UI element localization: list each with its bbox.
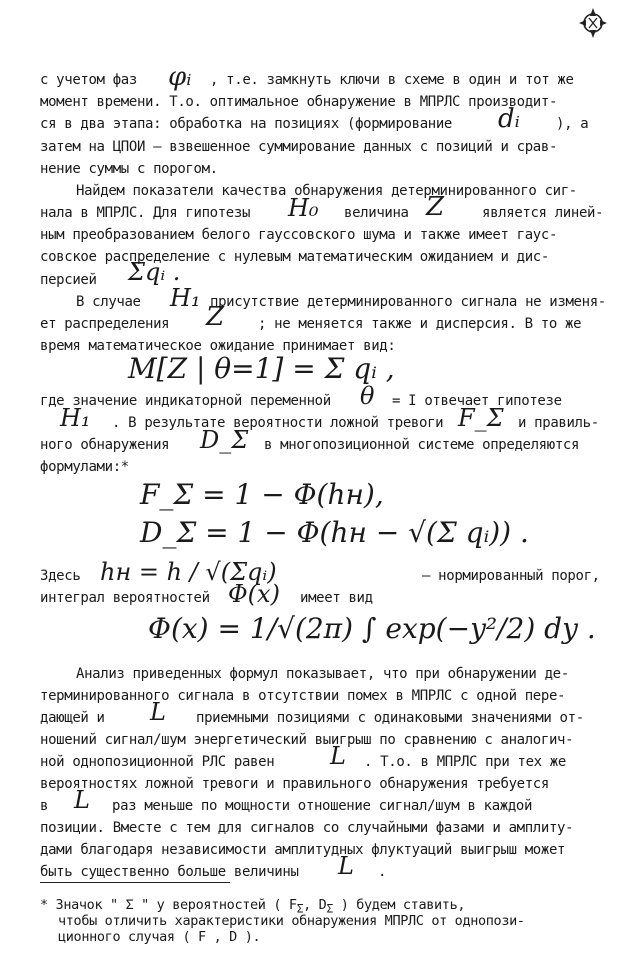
footnote-line: * Значок " Σ " у вероятностей ( $F_\Sigma$, $D_\Sigma$ ) будем ставить, <box>40 897 466 916</box>
symbol-d-i: dᵢ <box>498 104 520 134</box>
text-line: ), а <box>556 116 589 132</box>
equation-mean: M[Z | θ=1] = Σ qᵢ , <box>128 352 395 385</box>
text-line: . Т.о. в МПРЛС при тех же <box>364 754 566 770</box>
symbol-l: L <box>330 742 346 770</box>
text-line: присутствие детерминированного сигнала не изменя- <box>210 294 606 310</box>
symbol-z: Z <box>426 192 445 222</box>
text-line: с учетом фаз <box>40 72 137 88</box>
symbol-h1: H₁ <box>170 284 201 312</box>
symbol-phi-i: φᵢ <box>168 62 192 92</box>
text-line: вероятностях ложной тревоги и правильного обнаружения требуется <box>40 776 549 792</box>
symbol-phi-x: Φ(x) <box>228 580 280 608</box>
footnote-line: чтобы отличить характеристики обнаружения МПРЛС от однопози- <box>58 913 525 929</box>
text-line: совское распределение с нулевым математическим ожиданием и дис- <box>40 249 549 265</box>
symbol-l: L <box>338 852 354 880</box>
text-line: ным преобразованием белого гауссовского шума и также имеет гаус- <box>40 227 558 243</box>
symbol-l: L <box>74 786 90 814</box>
symbol-z: Z <box>206 302 225 332</box>
text-line: Найдем показатели качества обнаружения детерминированного сиг- <box>76 183 577 199</box>
symbol-d-sigma: D_Σ <box>200 426 249 454</box>
text-line: быть существенно больше величины <box>40 864 299 880</box>
text-line: в многопозиционной системе определяются <box>264 437 580 453</box>
text-line: персией <box>40 272 97 288</box>
text-line: нала в МПРЛС. Для гипотезы <box>40 205 251 221</box>
symbol-l: L <box>150 698 166 726</box>
text-line: – нормированный порог, <box>422 568 600 584</box>
compass-star-stamp-icon <box>577 6 609 40</box>
text-line: Здесь <box>40 568 81 584</box>
equation-phi: Φ(x) = 1/√(2π) ∫ exp(−y²/2) dy . <box>148 612 596 645</box>
text-line: ет распределения <box>40 316 170 332</box>
text-line: Анализ приведенных формул показывает, что при обнаружении де- <box>76 666 569 682</box>
symbol-theta: θ <box>360 382 375 410</box>
text-line: дами благодаря независимости амплитудных флуктуаций выигрыш может <box>40 842 566 858</box>
text-line: интеграл вероятностей <box>40 590 210 606</box>
text-line: величина <box>344 205 409 221</box>
text-line: формулами:* <box>40 459 129 475</box>
text-line: ; не меняется также и дисперсия. В то же <box>258 316 582 332</box>
text-line: в <box>40 798 49 814</box>
footnote-rule <box>40 882 230 883</box>
text-line: где значение индикаторной переменной <box>40 393 331 409</box>
text-line: нение суммы с порогом. <box>40 161 218 177</box>
symbol-h0: H₀ <box>288 194 319 222</box>
text-line: . <box>378 864 387 880</box>
text-line: ного обнаружения <box>40 437 170 453</box>
text-line: ся в два этапа: обработка на позициях (формирование <box>40 116 453 132</box>
text-line: = I отвечает гипотезе <box>392 393 562 409</box>
text-line: . В результате вероятности ложной тревоги <box>112 415 444 431</box>
symbol-h-n: hн = h / √(Σqᵢ) <box>100 558 277 586</box>
text-line: является линей- <box>482 205 604 221</box>
symbol-h1: H₁ <box>60 404 91 432</box>
equation-d-sigma: D_Σ = 1 − Φ(hн − √(Σ qᵢ)) . <box>140 516 529 549</box>
symbol-f-sigma: F_Σ <box>458 404 504 432</box>
symbol-sum-qi: Σqᵢ . <box>128 258 181 286</box>
footnote-line: ционного случая ( F , D ). <box>58 929 261 945</box>
text-line: затем на ЦПОИ – взвешенное суммирование данных с позиций и срав- <box>40 139 558 155</box>
text-line: ной однопозиционной РЛС равен <box>40 754 275 770</box>
text-line: приемными позициями с одинаковыми значениями от- <box>196 710 584 726</box>
equation-f-sigma: F_Σ = 1 − Φ(hн), <box>140 478 384 511</box>
text-line: раз меньше по мощности отношение сигнал/шум в каждой <box>112 798 533 814</box>
text-line: дающей и <box>40 710 105 726</box>
text-line: терминированного сигнала в отсутствии помех в МПРЛС с одной пере- <box>40 688 566 704</box>
text-line: время математическое ожидание принимает вид: <box>40 338 396 354</box>
text-line: и правиль- <box>518 415 599 431</box>
text-line: момент времени. Т.о. оптимальное обнаружение в МПРЛС производит- <box>40 94 558 110</box>
text-line: , т.е. замкнуть ключи в схеме в один и тот же <box>210 72 574 88</box>
text-line: В случае <box>76 294 141 310</box>
text-line: позиции. Вместе с тем для сигналов со случайными фазами и амплиту- <box>40 820 574 836</box>
text-line: имеет вид <box>300 590 373 606</box>
text-line: ношений сигнал/шум энергетический выигрыш по сравнению с аналогич- <box>40 732 574 748</box>
